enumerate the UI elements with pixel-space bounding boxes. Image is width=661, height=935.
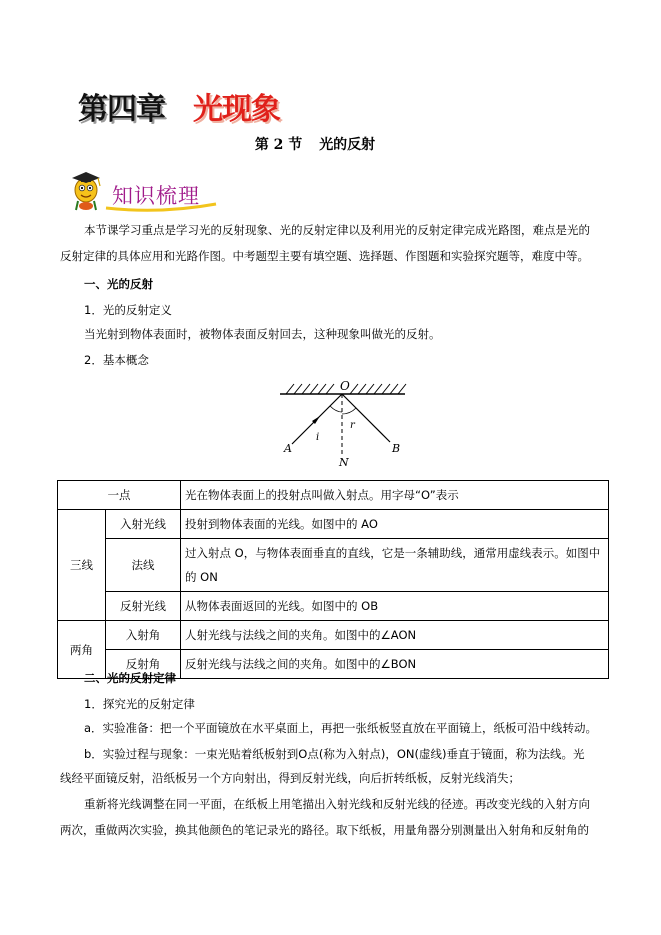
table-cell-text: 从物体表面返回的光线。如图中的 OB <box>181 592 609 621</box>
label-a: A <box>284 442 292 455</box>
part1-item1-text: 当光射到物体表面时，被物体表面反射回去，这种现象叫做光的反射。 <box>84 327 441 341</box>
table-cell-sub: 反射角 <box>106 650 181 679</box>
table-cell-sub: 入射光线 <box>106 510 181 539</box>
table-row <box>58 481 609 510</box>
chapter-name: 光现象 <box>193 92 280 127</box>
part2-step-c-line2: 两次，重做两次实验，换其他颜色的笔记录光的路径。取下纸板，用量角器分别测量出入射角和反射角的 <box>60 823 589 837</box>
table-cell-head: 一点 <box>58 481 181 510</box>
part2-step-b-line1: b．实验过程与现象：一束光贴着纸板射到O点(称为入射点)，ON(虚线)垂直于镜面，称为法线。光 <box>84 747 585 761</box>
part2-item1-title: 1．探究光的反射定律 <box>84 697 195 711</box>
angle-arc-r <box>342 408 356 414</box>
table-group-lines: 三线 <box>58 510 106 621</box>
table-cell-sub: 入射角 <box>106 621 181 650</box>
part1-item2-title: 2．基本概念 <box>84 353 149 367</box>
part2-step-a: a．实验准备：把一个平面镜放在水平桌面上，再把一张纸板竖直放在平面镜上，纸板可沿中线转动。 <box>84 721 598 735</box>
concept-table <box>57 480 609 679</box>
table-cell-text: 光在物体表面上的投射点叫做入射点。用字母“O”表示 <box>181 481 609 510</box>
section-title <box>0 134 630 154</box>
part2-step-c-line1: 重新将光线调整在同一平面，在纸板上用笔描出入射光线和反射光线的径迹。再改变光线的入射方向 <box>84 797 590 811</box>
intro-line-2: 反射定律的具体应用和光路作图。中考题型主要有填空题、选择题、作图题和实验探究题等，难度中等。 <box>60 249 589 263</box>
reflection-diagram <box>270 374 420 474</box>
label-r: r <box>350 420 355 431</box>
angle-arc-i <box>330 406 342 412</box>
scholar-mascot-icon <box>72 172 100 210</box>
section-name: 光的反射 <box>319 137 376 153</box>
table-cell-sub: 反射光线 <box>106 592 181 621</box>
label-o: O <box>340 379 350 393</box>
table-row <box>58 592 609 621</box>
part1-item1-title: 1．光的反射定义 <box>84 303 172 317</box>
table-cell-text-line: 的 ON <box>185 570 218 584</box>
label-n: N <box>339 456 349 469</box>
table-cell-text: 反射光线与法线之间的夹角。如图中的∠BON <box>181 650 609 679</box>
knowledge-banner-label: 知识梳理 <box>112 184 200 208</box>
table-cell-text: 人射光线与法线之间的夹角。如图中的∠AON <box>181 621 609 650</box>
part2-heading: 二、光的反射定律 <box>84 671 176 685</box>
table-cell-sub: 法线 <box>106 539 181 592</box>
label-b: B <box>392 442 401 455</box>
table-cell-text: 投射到物体表面的光线。如图中的 AO <box>181 510 609 539</box>
table-cell-text-line: 过入射点 O，与物体表面垂直的直线，它是一条辅助线，通常用虚线表示。如图中 <box>185 546 601 560</box>
table-group-angles: 两角 <box>58 621 106 679</box>
part1-heading: 一、光的反射 <box>84 277 153 291</box>
part2-step-b-line2: 线经平面镜反射，沿纸板另一个方向射出，得到反射光线，向后折转纸板，反射光线消失； <box>60 771 520 785</box>
table-row <box>58 539 609 592</box>
reflected-ray <box>342 394 390 442</box>
table-cell-text <box>181 539 609 592</box>
label-i: i <box>316 432 320 443</box>
chapter-number: 第四章 <box>78 92 165 127</box>
table-row <box>58 621 609 650</box>
intro-line-1: 本节课学习重点是学习光的反射现象、光的反射定律以及利用光的反射定律完成光路图，难点是光的 <box>84 223 590 237</box>
table-row <box>58 510 609 539</box>
section-number: 第 2 节 <box>254 137 303 153</box>
